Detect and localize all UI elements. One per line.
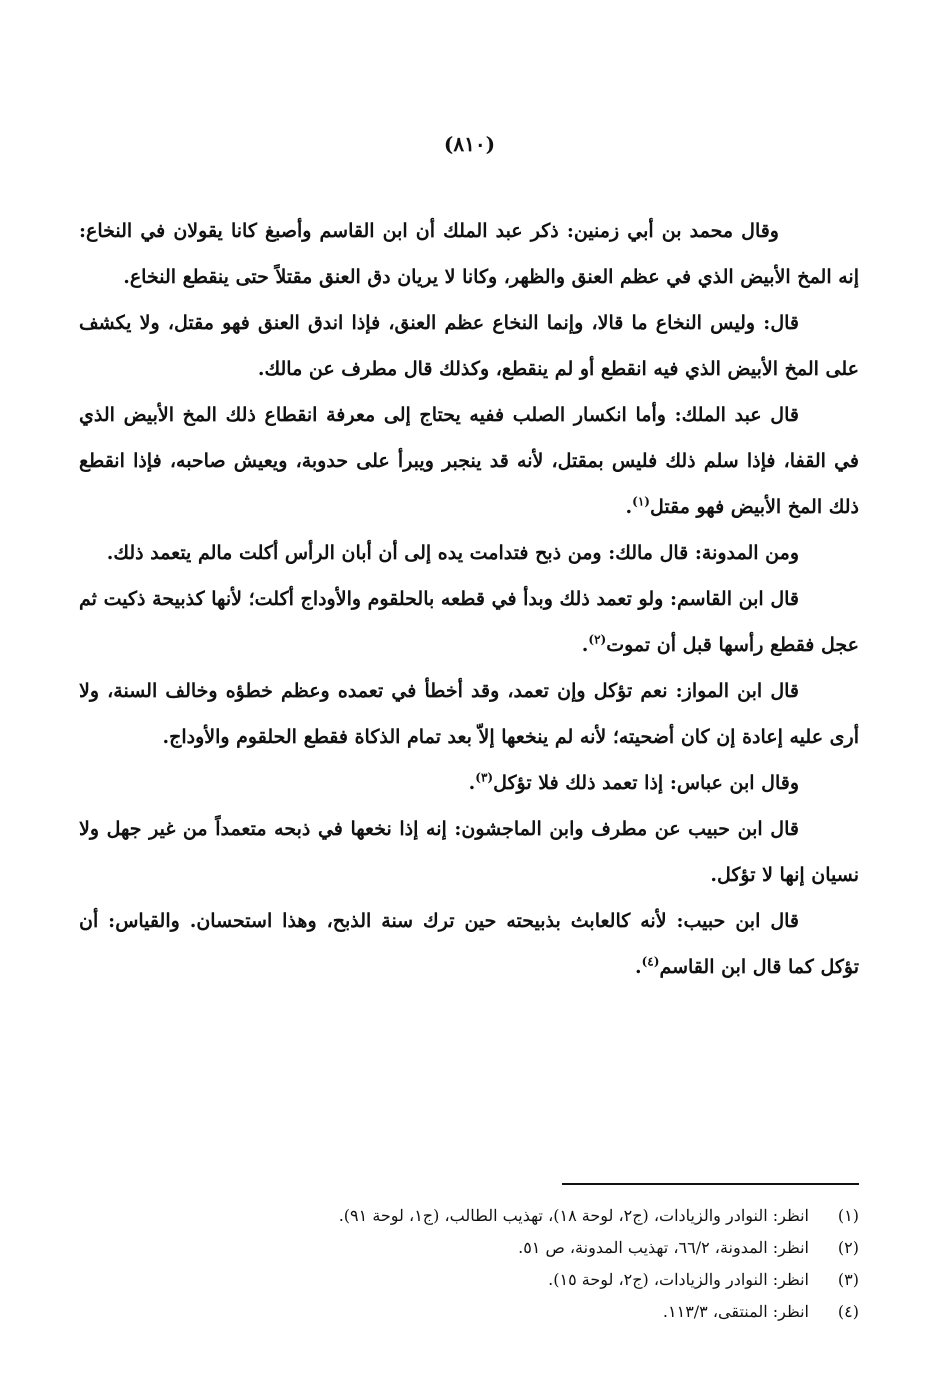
footnote-number: (٤)	[837, 1302, 859, 1321]
paragraph: قال ابن حبيب: لأنه كالعابث بذبيحته حين ترك سنة الذبح، وهذا استحسان. والقياس: أن تؤكل كما قال ابن القاسم$^{(٤)}$.	[79, 910, 859, 978]
footnotes	[79, 1200, 859, 1328]
paragraph: ومن المدونة: قال مالك: ومن ذبح فتدامت يده إلى أن أبان الرأس أكلت مالم يتعمد ذلك.	[106, 542, 799, 564]
paragraph: وقال محمد بن أبي زمنين: ذكر عبد الملك أن ابن القاسم وأصبغ كانا يقولان في النخاع: إنه المخ الأبيض الذي في عظم العنق والظهر، وكانا لا يريان دق العنق مقتلاً حتى ينقطع النخاع.	[79, 220, 859, 288]
footnote-ref[interactable]: (٢)	[588, 632, 607, 647]
paragraph: قال ابن حبيب عن مطرف وابن الماجشون: إنه إذا نخعها في ذبحه متعمداً من غير جهل ولا نسيان إنها لا تؤكل.	[79, 818, 859, 886]
paragraph: قال ابن المواز: نعم تؤكل وإن تعمد، وقد أخطأ في تعمده وعظم خطؤه وخالف السنة، ولا أرى عليه إعادة إن كان أضحيته؛ لأنه لم ينخعها إلاّ بعد تمام الذكاة فقطع الحلقوم والأوداج.	[79, 680, 859, 748]
footnote-divider	[562, 1183, 859, 1185]
page-number: (٨١٠)	[443, 132, 496, 156]
footnote-ref[interactable]: (٣)	[475, 770, 494, 785]
footnote-text: انظر: المنتقى، ١١٣/٣.	[662, 1302, 809, 1321]
paragraph: قال ابن القاسم: ولو تعمد ذلك وبدأ في قطعه بالحلقوم والأوداج أكلت؛ لأنها كذبيحة ذكيت ثم عجل فقطع رأسها قبل أن تموت$^{(٢)}$.	[79, 588, 859, 656]
paragraph: وقال ابن عباس: إذا تعمد ذلك فلا تؤكل$^{(٣)}$.	[468, 770, 799, 794]
footnote-item	[79, 1200, 859, 1232]
paragraph: قال: وليس النخاع ما قالا، وإنما النخاع عظم العنق، فإذا اندق العنق فهو مقتل، ولا يكشف على المخ الأبيض الذي فيه انقطع أو لم ينقطع، وكذلك قال مطرف عن مالك.	[79, 312, 859, 380]
footnote-item	[79, 1296, 859, 1328]
footnote-text: انظر: المدونة، ٦٦/٢، تهذيب المدونة، ص ٥١.	[518, 1238, 809, 1257]
footnote-text: انظر: النوادر والزيادات، (ج٢، لوحة ١٨)، تهذيب الطالب، (ج١، لوحة ٩١).	[338, 1206, 809, 1225]
footnote-number: (٢)	[837, 1238, 859, 1257]
footnote-number: (١)	[837, 1206, 859, 1225]
footnote-item	[79, 1232, 859, 1264]
footnote-item	[79, 1264, 859, 1296]
footnote-text: انظر: النوادر والزيادات، (ج٢، لوحة ١٥).	[548, 1270, 809, 1289]
footnote-ref[interactable]: (١)	[632, 494, 650, 509]
paragraph: قال عبد الملك: وأما انكسار الصلب ففيه يحتاج إلى معرفة انقطاع ذلك المخ الأبيض الذي في القفا، فإذا سلم ذلك فليس بمقتل، لأنه قد ينجبر ويبرأ على حدوبة، ويعيش صاحبه، فإذا انقطع ذلك المخ الأبيض فهو مقتل$^{(١)}$.	[79, 404, 859, 518]
footnote-ref[interactable]: (٤)	[641, 954, 660, 969]
main-text	[79, 208, 859, 990]
footnote-number: (٣)	[837, 1270, 859, 1289]
